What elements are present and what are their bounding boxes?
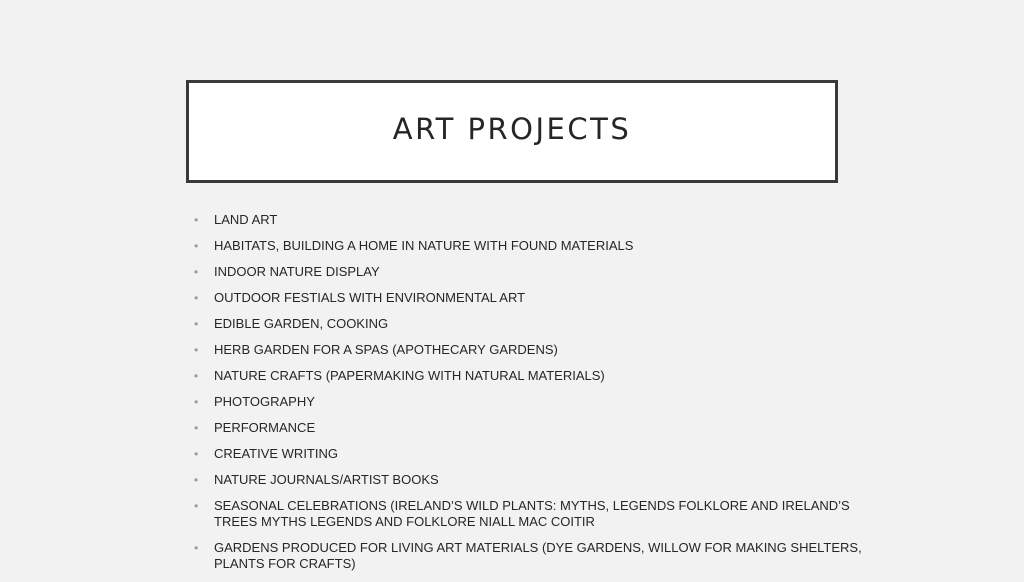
list-item-text: SEASONAL CELEBRATIONS (IRELAND’S WILD PLANTS: MYTHS, LEGENDS FOLKLORE AND IRELAND’S TREES MYTHS LEGENDS AND FOLKLORE NIALL MAC COITIR <box>214 498 850 529</box>
list-item <box>194 540 874 572</box>
list-item <box>194 212 874 228</box>
title-box <box>186 80 838 183</box>
list-item-text: EDIBLE GARDEN, COOKING <box>214 316 389 331</box>
bullet-icon: • <box>194 317 199 331</box>
bullet-icon: • <box>194 291 199 305</box>
list-item-text: PERFORMANCE <box>214 420 316 435</box>
bullet-icon: • <box>194 369 199 383</box>
bullet-icon: • <box>194 395 199 409</box>
bullet-list <box>194 212 874 582</box>
list-item <box>194 446 874 462</box>
bullet-icon: • <box>194 213 199 227</box>
bullet-icon: • <box>194 343 199 357</box>
bullet-icon: • <box>194 473 199 487</box>
list-item-text: PHOTOGRAPHY <box>214 394 315 409</box>
list-item-text: HABITATS, BUILDING A HOME IN NATURE WITH FOUND MATERIALS <box>214 238 634 253</box>
bullet-icon: • <box>194 239 199 253</box>
list-item <box>194 394 874 410</box>
list-item <box>194 264 874 280</box>
list-item <box>194 498 874 530</box>
list-item-text: INDOOR NATURE DISPLAY <box>214 264 380 279</box>
bullet-icon: • <box>194 541 199 555</box>
slide-title: ART PROJECTS <box>392 112 632 146</box>
list-item-text: HERB GARDEN FOR A SPAS (APOTHECARY GARDENS) <box>214 342 558 357</box>
bullet-icon: • <box>194 447 199 461</box>
list-item <box>194 420 874 436</box>
list-item-text: LAND ART <box>214 212 278 227</box>
list-item-text: GARDENS PRODUCED FOR LIVING ART MATERIALS (DYE GARDENS, WILLOW FOR MAKING SHELTERS, PLANTS FOR CRAFTS) <box>214 540 862 571</box>
list-item <box>194 342 874 358</box>
list-item-text: OUTDOOR FESTIALS WITH ENVIRONMENTAL ART <box>214 290 526 305</box>
bullet-icon: • <box>194 421 199 435</box>
bullet-icon: • <box>194 499 199 513</box>
bullet-icon: • <box>194 265 199 279</box>
list-item <box>194 238 874 254</box>
list-item <box>194 472 874 488</box>
list-item <box>194 290 874 306</box>
list-item-text: CREATIVE WRITING <box>214 446 338 461</box>
list-item <box>194 316 874 332</box>
list-item-text: NATURE CRAFTS (PAPERMAKING WITH NATURAL MATERIALS) <box>214 368 605 383</box>
list-item-text: NATURE JOURNALS/ARTIST BOOKS <box>214 472 439 487</box>
list-item <box>194 368 874 384</box>
